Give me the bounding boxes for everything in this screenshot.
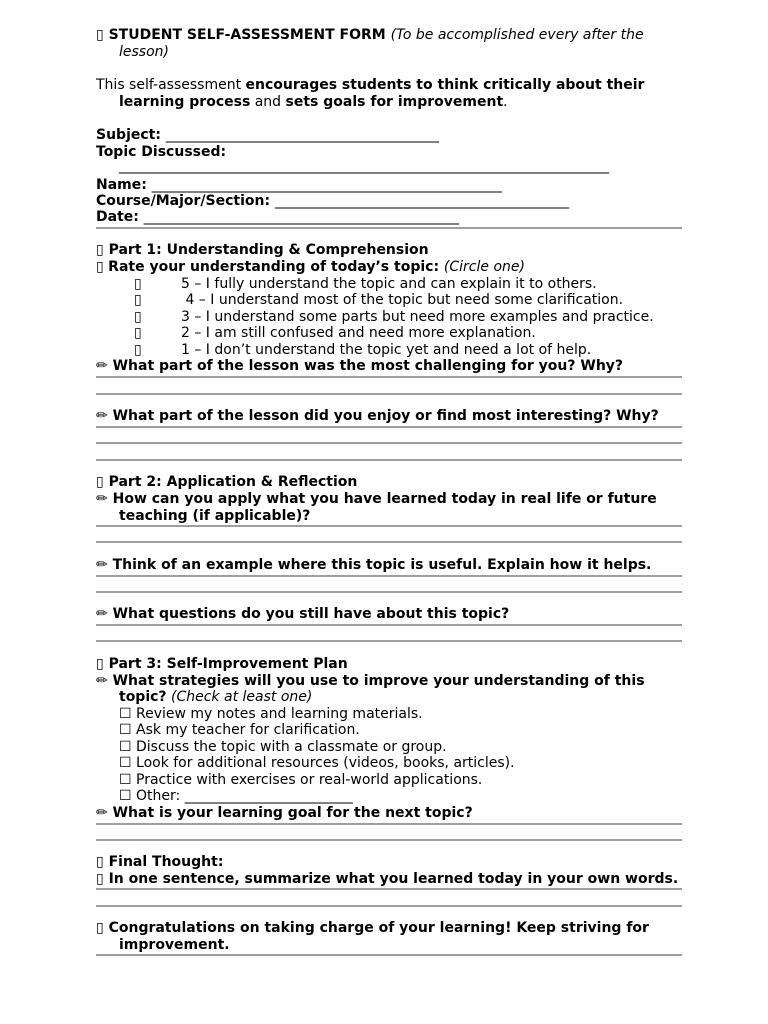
strategy-option[interactable] bbox=[119, 755, 515, 772]
final-heading-line bbox=[96, 854, 223, 871]
topic-label: Topic Discussed: bbox=[96, 144, 227, 160]
clipboard-icon: ▯ bbox=[96, 27, 104, 43]
answer-line[interactable] bbox=[96, 442, 682, 444]
question-text: How can you apply what you have learned today in real life or future bbox=[112, 491, 657, 507]
option-label: Discuss the topic with a classmate or group. bbox=[136, 739, 447, 755]
name-label: Name: bbox=[96, 177, 152, 193]
course-blank[interactable]: __________________________________________ bbox=[274, 193, 569, 209]
strategy-option[interactable] bbox=[119, 772, 482, 789]
answer-line[interactable] bbox=[96, 393, 682, 395]
rating-option-5[interactable]: 5 – I fully understand the topic and can explain it to others. bbox=[181, 276, 597, 292]
divider bbox=[96, 227, 682, 229]
rating-option-3[interactable]: 3 – I understand some parts but need more examples and practice. bbox=[181, 309, 654, 325]
option-label: Review my notes and learning materials. bbox=[136, 706, 423, 722]
pencil-icon: ✏ bbox=[96, 606, 108, 622]
part1-heading: Part 1: Understanding & Comprehension bbox=[108, 242, 429, 258]
divider bbox=[96, 954, 682, 956]
star-icon: ▯ bbox=[134, 292, 142, 308]
form-title: STUDENT SELF-ASSESSMENT FORM bbox=[108, 27, 386, 43]
intro-bold-3: sets goals for improvement bbox=[285, 94, 504, 110]
intro-line-1 bbox=[96, 77, 644, 94]
date-blank[interactable]: _____________________________________________ bbox=[143, 209, 459, 225]
part1-q1 bbox=[96, 358, 623, 375]
answer-line[interactable] bbox=[96, 525, 682, 527]
part3-q1 bbox=[96, 673, 645, 690]
lightbulb-icon: ▯ bbox=[96, 474, 104, 490]
answer-line[interactable] bbox=[96, 426, 682, 428]
party-icon: ▯ bbox=[96, 920, 104, 936]
date-label: Date: bbox=[96, 209, 144, 225]
intro-bold: encourages students to think critically about their bbox=[245, 77, 645, 93]
part1-heading-line bbox=[96, 242, 429, 259]
final-prompt-line bbox=[96, 871, 678, 888]
answer-line[interactable] bbox=[96, 624, 682, 626]
checkbox-icon[interactable]: ☐ bbox=[119, 739, 132, 755]
final-heading: Final Thought: bbox=[108, 854, 224, 870]
question-icon: ▯ bbox=[96, 259, 104, 275]
part1-q2 bbox=[96, 408, 659, 425]
answer-line[interactable] bbox=[96, 905, 682, 907]
checkbox-icon[interactable]: ☐ bbox=[119, 755, 132, 771]
rating-option-4[interactable]: 4 – I understand most of the topic but need some clarification. bbox=[181, 292, 624, 308]
rate-note: (Circle one) bbox=[443, 259, 525, 275]
part3-heading: Part 3: Self-Improvement Plan bbox=[108, 656, 348, 672]
option-label: Other: ________________________ bbox=[136, 788, 353, 804]
subject-label: Subject: bbox=[96, 127, 166, 143]
rate-prompt-line bbox=[96, 259, 525, 276]
name-blank[interactable]: __________________________________________________ bbox=[151, 177, 502, 193]
part2-q1 bbox=[96, 491, 657, 508]
subject-field[interactable] bbox=[96, 127, 439, 144]
note-icon: ▯ bbox=[96, 871, 104, 887]
date-field[interactable] bbox=[96, 209, 459, 226]
question-text: What questions do you still have about this topic? bbox=[112, 606, 510, 622]
form-note-cont: lesson) bbox=[119, 44, 169, 60]
part2-heading-line bbox=[96, 474, 357, 491]
part2-q1-cont: teaching (if applicable)? bbox=[119, 508, 311, 524]
answer-line[interactable] bbox=[96, 376, 682, 378]
part3-heading-line bbox=[96, 656, 348, 673]
topic-blank[interactable]: ______________________________________________________________________ bbox=[119, 158, 609, 174]
checkbox-icon[interactable]: ☐ bbox=[119, 772, 132, 788]
course-field[interactable] bbox=[96, 193, 569, 210]
checkbox-icon[interactable]: ☐ bbox=[119, 706, 132, 722]
question-text: topic? bbox=[119, 689, 167, 705]
final-prompt: In one sentence, summarize what you learned today in your own words. bbox=[108, 871, 679, 887]
form-note: (To be accomplished every after the bbox=[390, 27, 644, 43]
rate-prompt: Rate your understanding of today’s topic: bbox=[108, 259, 444, 275]
checkbox-icon[interactable]: ☐ bbox=[119, 722, 132, 738]
part3-q2 bbox=[96, 805, 473, 822]
question-text: What strategies will you use to improve your understanding of this bbox=[112, 673, 645, 689]
pencil-icon: ✏ bbox=[96, 805, 108, 821]
answer-line[interactable] bbox=[96, 839, 682, 841]
course-label: Course/Major/Section: bbox=[96, 193, 275, 209]
rating-option-2[interactable]: 2 – I am still confused and need more explanation. bbox=[181, 325, 536, 341]
star-icon: ▯ bbox=[134, 276, 142, 292]
closing-text-cont: improvement. bbox=[119, 937, 230, 953]
part3-q1-cont bbox=[119, 689, 312, 706]
star-icon: ▯ bbox=[134, 309, 142, 325]
part2-q3 bbox=[96, 606, 509, 623]
option-label: Look for additional resources (videos, books, articles). bbox=[136, 755, 515, 771]
question-text: What part of the lesson did you enjoy or find most interesting? Why? bbox=[112, 408, 659, 424]
star-icon: ▯ bbox=[134, 342, 142, 358]
intro-line-2 bbox=[119, 94, 508, 111]
closing-text: Congratulations on taking charge of your learning! Keep striving for bbox=[108, 920, 649, 936]
strategy-option[interactable] bbox=[119, 739, 447, 756]
intro-text-2: and bbox=[250, 94, 286, 110]
name-field[interactable] bbox=[96, 177, 502, 194]
part2-q2 bbox=[96, 557, 651, 574]
book-icon: ▯ bbox=[96, 242, 104, 258]
answer-line[interactable] bbox=[96, 591, 682, 593]
question-text: What is your learning goal for the next topic? bbox=[112, 805, 473, 821]
intro-text: This self-assessment bbox=[96, 77, 246, 93]
option-label: Practice with exercises or real-world applications. bbox=[136, 772, 483, 788]
subject-blank[interactable]: _______________________________________ bbox=[165, 127, 439, 143]
part2-heading: Part 2: Application & Reflection bbox=[108, 474, 358, 490]
rating-option-1[interactable]: 1 – I don’t understand the topic yet and need a lot of help. bbox=[181, 342, 592, 358]
star-icon: ▯ bbox=[134, 325, 142, 341]
question-note: (Check at least one) bbox=[166, 689, 313, 705]
pencil-icon: ✏ bbox=[96, 673, 108, 689]
intro-bold-2: learning process bbox=[119, 94, 251, 110]
checkbox-icon[interactable]: ☐ bbox=[119, 788, 132, 804]
target-icon: ▯ bbox=[96, 656, 104, 672]
form-title-line bbox=[96, 27, 644, 44]
strategy-option-other[interactable] bbox=[119, 788, 353, 805]
option-label: Ask my teacher for clarification. bbox=[136, 722, 360, 738]
answer-line[interactable] bbox=[96, 459, 682, 461]
answer-line[interactable] bbox=[96, 640, 682, 642]
pencil-icon: ✏ bbox=[96, 358, 108, 374]
question-text: Think of an example where this topic is useful. Explain how it helps. bbox=[112, 557, 652, 573]
pencil-icon: ✏ bbox=[96, 408, 108, 424]
thought-icon: ▯ bbox=[96, 854, 104, 870]
strategy-option[interactable] bbox=[119, 706, 423, 723]
pencil-icon: ✏ bbox=[96, 557, 108, 573]
question-text: What part of the lesson was the most challenging for you? Why? bbox=[112, 358, 624, 374]
answer-line[interactable] bbox=[96, 823, 682, 825]
answer-line[interactable] bbox=[96, 541, 682, 543]
strategy-option[interactable] bbox=[119, 722, 360, 739]
pencil-icon: ✏ bbox=[96, 491, 108, 507]
closing-line bbox=[96, 920, 649, 937]
answer-line[interactable] bbox=[96, 575, 682, 577]
intro-period: . bbox=[503, 94, 508, 110]
answer-line[interactable] bbox=[96, 888, 682, 890]
